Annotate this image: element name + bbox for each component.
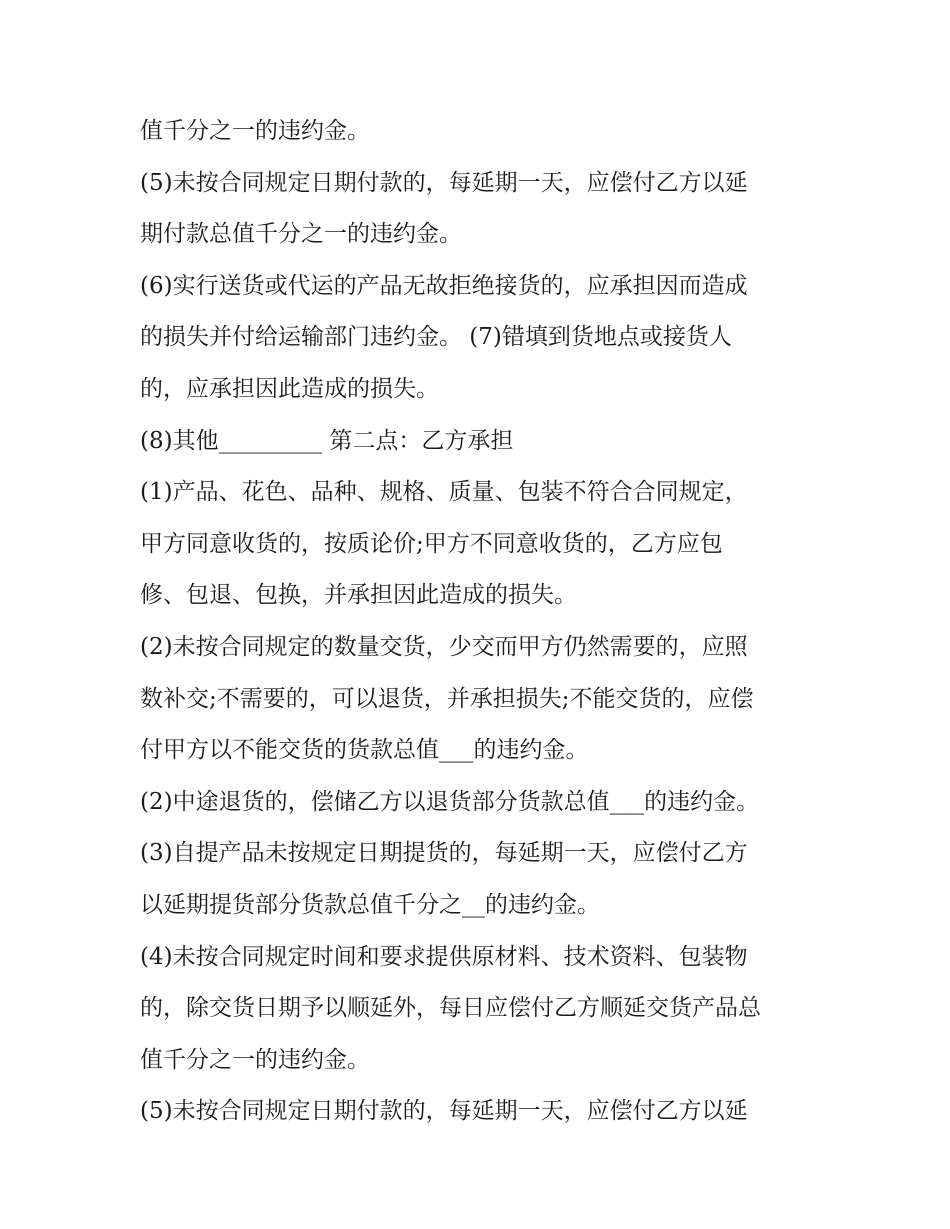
text-line: 付甲方以不能交货的货款总值___的违约金。 [140, 737, 589, 764]
contract-text [140, 106, 820, 1138]
text-line: 数补交;不需要的，可以退货，并承担损失;不能交货的，应偿 [140, 685, 754, 712]
text-line: (3)自提产品未按规定日期提货的，每延期一天，应偿付乙方 [140, 840, 748, 867]
text-line: (1)产品、花色、品种、规格、质量、包装不符合合同规定， [140, 479, 748, 506]
text-line: 的损失并付给运输部门违约金。 (7)错填到货地点或接货人 [140, 324, 732, 351]
text-line: 修、包退、包换，并承担因此造成的损失。 [140, 582, 577, 609]
text-line: 期付款总值千分之一的违约金。 [140, 221, 462, 248]
text-line: (8)其他_________ 第二点：乙方承担 [140, 427, 514, 454]
text-line: 的，应承担因此造成的损失。 [140, 375, 439, 402]
text-line: (2)未按合同规定的数量交货，少交而甲方仍然需要的，应照 [140, 633, 748, 660]
text-line: 甲方同意收货的，按质论价;甲方不同意收货的，乙方应包 [140, 530, 723, 557]
text-line: 以延期提货部分货款总值千分之__的违约金。 [140, 891, 600, 918]
text-line: (2)中途退货的，偿储乙方以退货部分货款总值___的违约金。 [140, 788, 760, 815]
text-line: (5)未按合同规定日期付款的，每延期一天，应偿付乙方以延 [140, 169, 748, 196]
text-line: 值千分之一的违约金。 [140, 118, 370, 144]
text-line: (4)未按合同规定时间和要求提供原材料、技术资料、包装物 [140, 943, 748, 970]
text-line: (6)实行送货或代运的产品无故拒绝接货的，应承担因而造成 [140, 272, 748, 299]
text-line: 值千分之一的违约金。 [140, 1046, 370, 1073]
text-line: (5)未按合同规定日期付款的，每延期一天，应偿付乙方以延 [140, 1098, 748, 1125]
text-line: 的，除交货日期予以顺延外，每日应偿付乙方顺延交货产品总 [140, 995, 761, 1022]
